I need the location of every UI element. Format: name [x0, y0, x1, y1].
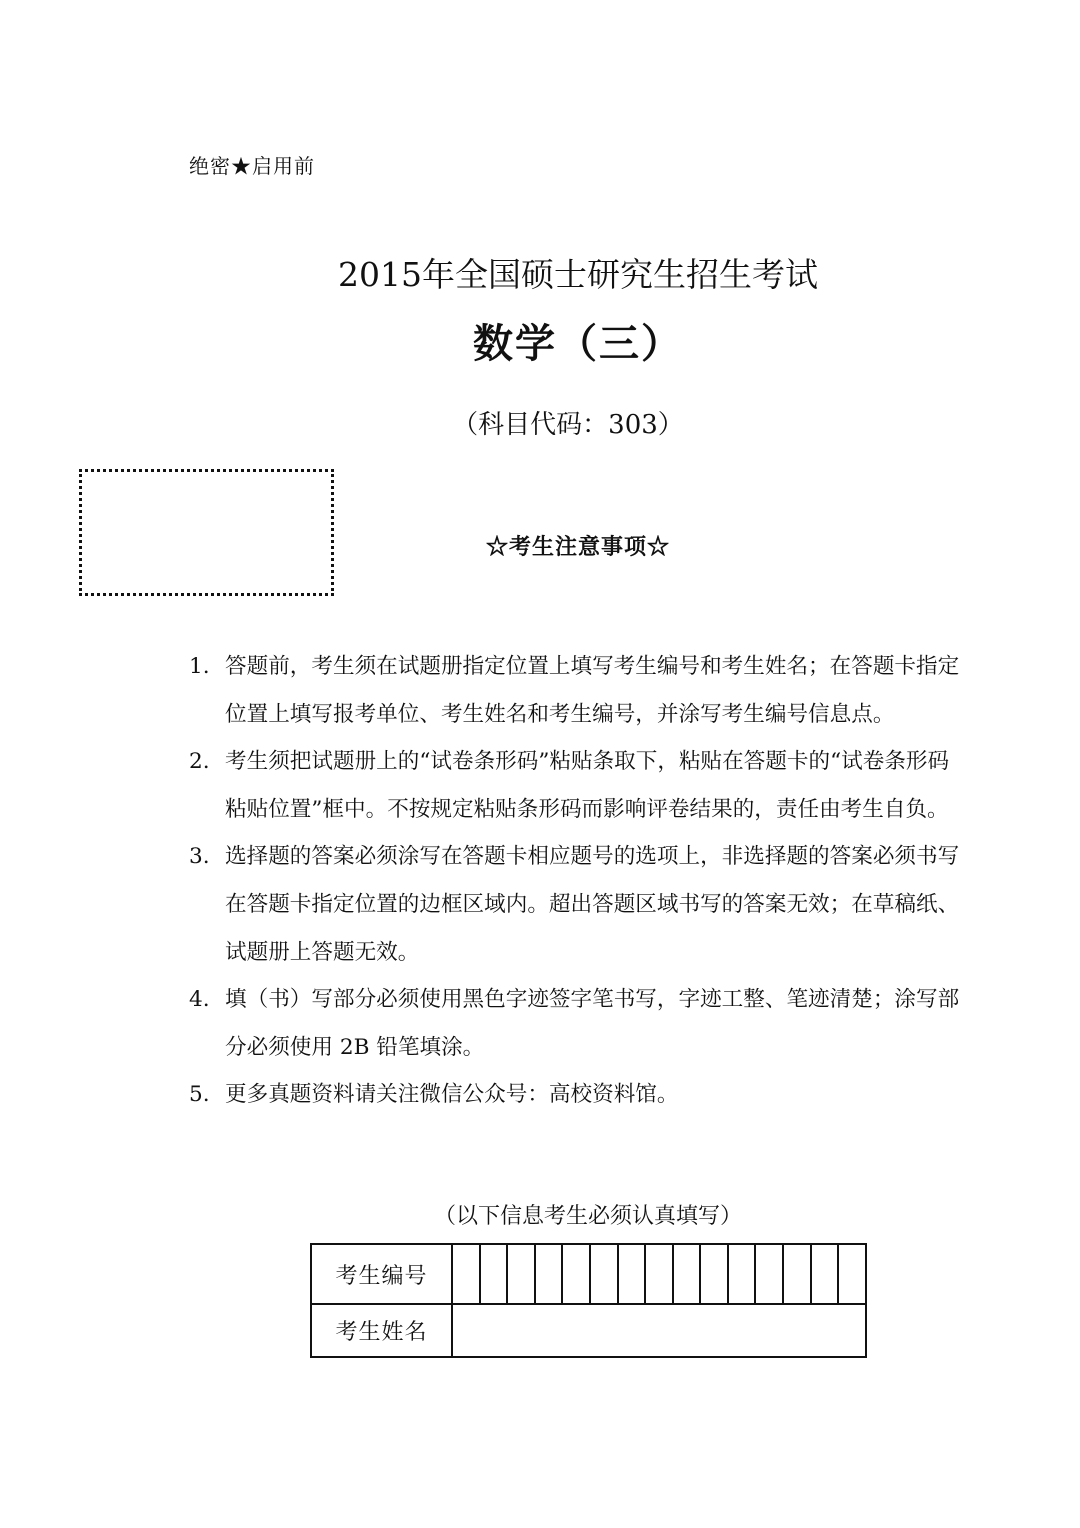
instruction-text: 填（书）写部分必须使用黑色字迹签字笔书写，字迹工整、笔迹清楚；涂写部分必须使用 2B 铅笔填涂。: [225, 987, 960, 1060]
confidential-label: 绝密★启用前: [189, 154, 315, 178]
candidate-name-label: 考生姓名: [311, 1304, 452, 1357]
instruction-item: [189, 976, 979, 1071]
instruction-text: 更多真题资料请关注微信公众号：高校资料馆。: [225, 1082, 679, 1108]
instruction-item: [189, 738, 979, 833]
instruction-number: 5.: [189, 1082, 210, 1108]
candidate-number-row: [311, 1244, 866, 1304]
notice-heading: ☆考生注意事项☆: [486, 534, 671, 560]
instruction-item: [189, 643, 979, 738]
candidate-number-digit-cell[interactable]: [590, 1244, 618, 1304]
subject-code: （科目代码：303）: [452, 410, 684, 440]
exam-title: 2015年全国硕士研究生招生考试: [338, 255, 818, 294]
instruction-number: 4.: [189, 987, 210, 1013]
candidate-number-digit-cell[interactable]: [562, 1244, 590, 1304]
candidate-number-digit-cell[interactable]: [452, 1244, 480, 1304]
instruction-text: 答题前，考生须在试题册指定位置上填写考生编号和考生姓名；在答题卡指定位置上填写报考单位、考生姓名和考生编号，并涂写考生编号信息点。: [225, 654, 960, 727]
instruction-list: [189, 643, 979, 1119]
candidate-info-table: [310, 1243, 867, 1358]
instruction-number: 1.: [189, 654, 210, 679]
subject-title: 数学（三）: [473, 320, 683, 367]
candidate-number-digit-cell[interactable]: [838, 1244, 866, 1304]
candidate-number-digit-cell[interactable]: [700, 1244, 728, 1304]
form-instruction: （以下信息考生必须认真填写）: [433, 1204, 742, 1229]
candidate-number-digit-cell[interactable]: [783, 1244, 811, 1304]
candidate-number-digit-cell[interactable]: [507, 1244, 535, 1304]
barcode-sticker-box: [79, 469, 334, 596]
instruction-item: [189, 833, 979, 976]
candidate-number-digit-cell[interactable]: [618, 1244, 646, 1304]
instruction-number: 2.: [189, 749, 210, 775]
instruction-item: [189, 1071, 979, 1119]
candidate-number-digit-cell[interactable]: [673, 1244, 701, 1304]
candidate-name-field[interactable]: [452, 1304, 866, 1357]
instruction-text: 考生须把试题册上的“试卷条形码”粘贴条取下，粘贴在答题卡的“试卷条形码粘贴位置”框中。不按规定粘贴条形码而影响评卷结果的，责任由考生自负。: [225, 749, 950, 822]
candidate-number-digit-cell[interactable]: [645, 1244, 673, 1304]
instruction-number: 3.: [189, 844, 210, 870]
candidate-number-digit-cell[interactable]: [535, 1244, 563, 1304]
instruction-text: 选择题的答案必须涂写在答题卡相应题号的选项上，非选择题的答案必须书写在答题卡指定位置的边框区域内。超出答题区域书写的答案无效；在草稿纸、试题册上答题无效。: [225, 844, 960, 965]
candidate-number-digit-cell[interactable]: [755, 1244, 783, 1304]
candidate-number-digit-cell[interactable]: [480, 1244, 508, 1304]
candidate-number-digit-cell[interactable]: [811, 1244, 839, 1304]
candidate-name-row: [311, 1304, 866, 1357]
candidate-number-digit-cell[interactable]: [728, 1244, 756, 1304]
candidate-number-label: 考生编号: [311, 1244, 452, 1304]
